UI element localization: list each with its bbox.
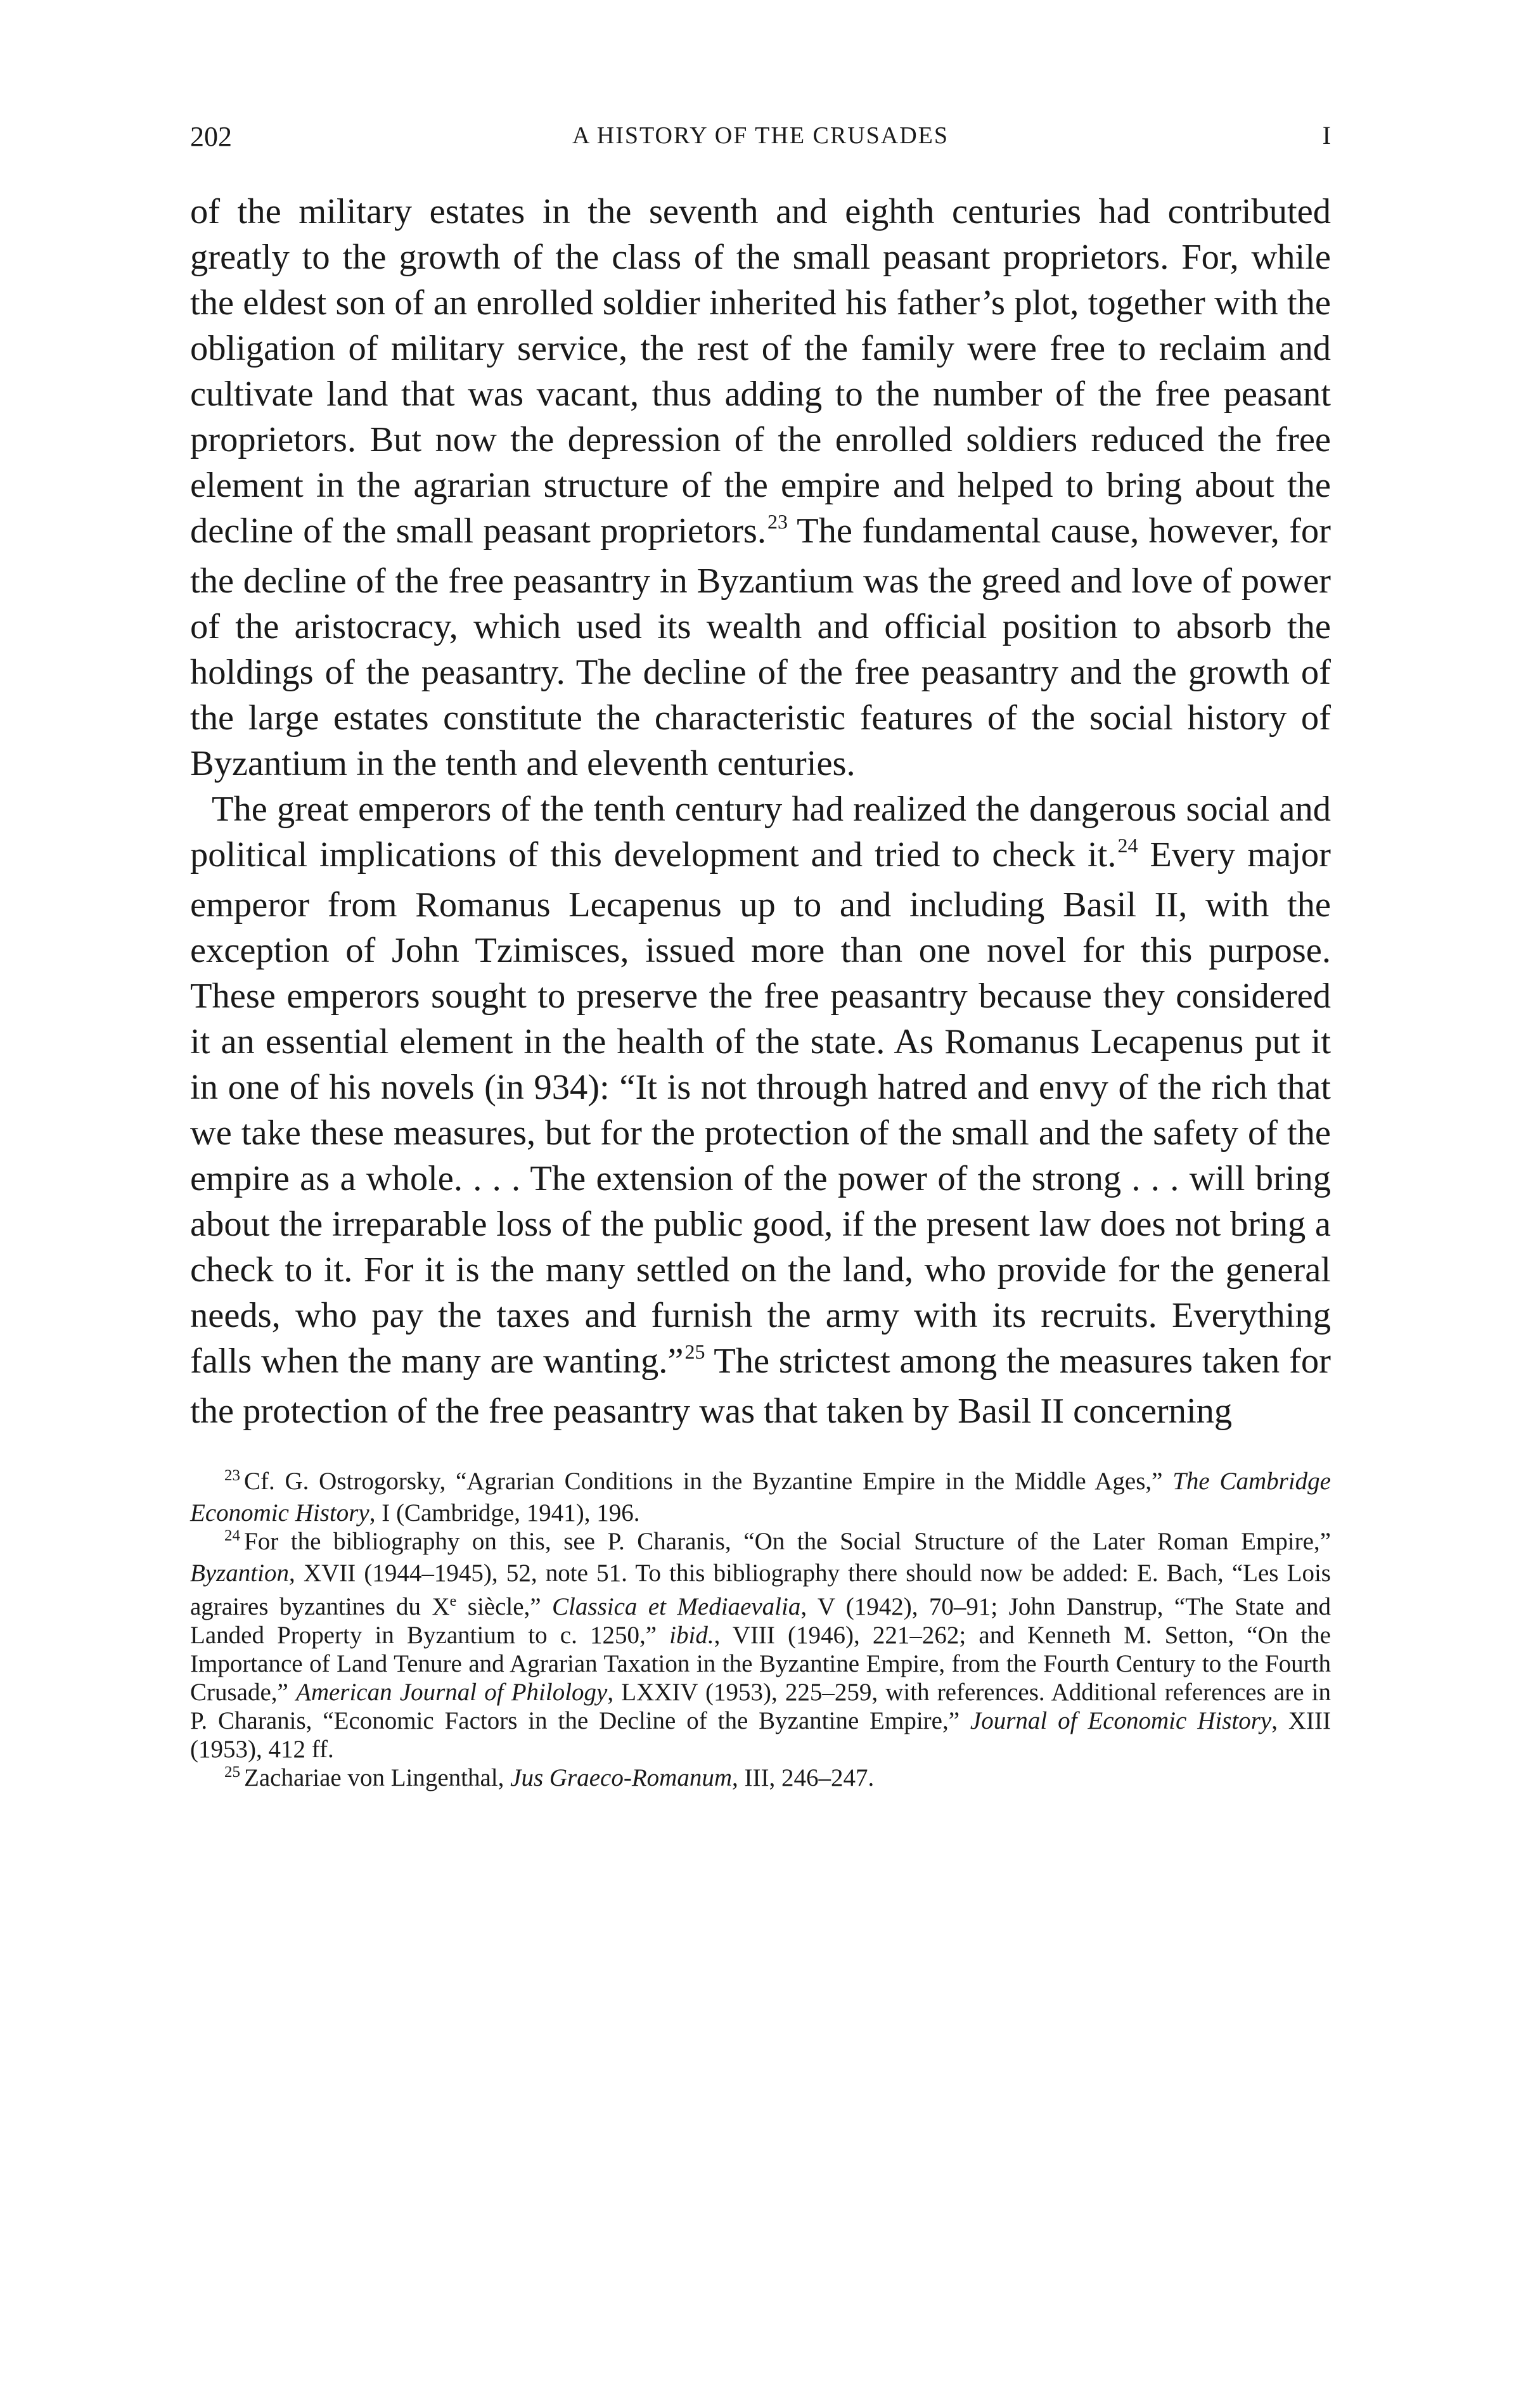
footnote-ref-23: 23 bbox=[767, 510, 788, 533]
footnote-text: , XIII (1953), 412 ff. bbox=[190, 1707, 1331, 1763]
footnote-24 bbox=[190, 1527, 1331, 1764]
footnote-text: Cf. G. Ostrogorsky, “Agrarian Conditions in the Byzantine Empire in the Middle Ages,” bbox=[244, 1468, 1173, 1495]
footnote-title: The Cambridge Economic History bbox=[190, 1468, 1331, 1527]
footnote-text: Zachariae von Lingenthal, bbox=[244, 1764, 511, 1791]
book-page bbox=[190, 114, 1331, 1795]
footnote-text: siècle,” bbox=[456, 1593, 553, 1620]
footnote-title: Jus Graeco-Romanum bbox=[510, 1764, 732, 1791]
footnote-title: Journal of Economic History bbox=[970, 1707, 1272, 1734]
running-head bbox=[190, 114, 1331, 165]
footnote-text: , III, 246–247. bbox=[732, 1764, 875, 1791]
paragraph-1-text-a: of the military estates in the seventh and eighth centuries had contributed greatly to the growth of the class of the small peasant proprietors. For, while the eldest son of an enrolled soldier inherited his father’s plot, together with the obligation of military service, the rest of the family were free to reclaim and cultivate land that was vacant, thus adding to the number of the free peasant proprietors. But now the depression of the enrolled soldiers reduced the free element in the agrarian structure of the empire and helped to bring about the decline of the small peasant proprietors. bbox=[190, 192, 1331, 551]
footnote-text: , LXXIV (1953), 225–259, with references. Additional references are in P. Charanis, “Economic Factors in the Decline of the Byzantine Empire,” bbox=[190, 1679, 1331, 1734]
page-number: 202 bbox=[190, 121, 232, 152]
paragraph-1-text-b: The fundamental cause, however, for the decline of the free peasantry in Byzantium was the greed and love of power of the aristocracy, which used its wealth and official position to absorb the holdings of the peasantry. The decline of the free peasantry and the growth of the large estates constitute the characteristic features of the social history of Byzantium in the tenth and eleventh centuries. bbox=[190, 511, 1331, 783]
paragraph-2-text-b: Every major emperor from Romanus Lecapenus up to and including Basil II, with the exception of John Tzimisces, issued more than one novel for this purpose. These emperors sought to preserve the free peasantry because they considered it an essential element in the health of the state. As Romanus Lecapenus put it in one of his novels (in 934): “It is not through hatred and envy of the rich that we take these measures, but for the protection of the small and the safety of the empire as a whole. . . . The extension of the power of the strong . . . will bring about the irreparable loss of the public good, if the present law does not bring a check to it. For it is the many settled on the land, who provide for the general needs, who pay the taxes and furnish the army with its recruits. Everything falls when the many are wanting.” bbox=[190, 835, 1331, 1381]
footnote-23 bbox=[190, 1467, 1331, 1527]
footnote-number: 23 bbox=[224, 1467, 240, 1484]
footnote-ref-24: 24 bbox=[1117, 834, 1138, 857]
footnote-title: Classica et Mediaevalia bbox=[552, 1593, 801, 1620]
body-text bbox=[190, 189, 1331, 1434]
superscript: e bbox=[449, 1593, 457, 1610]
footnote-number: 25 bbox=[224, 1764, 240, 1781]
footnote-text: , V (1942), 70–91; John Danstrup, “The State and Landed Property in Byzantium to c. 1250,” bbox=[190, 1593, 1332, 1649]
paragraph-2-text-c: The strictest among the measures taken for the protection of the free peasantry was that taken by Basil II concerning bbox=[190, 1342, 1331, 1431]
footnote-title: American Journal of Philology bbox=[296, 1679, 608, 1706]
paragraph-2 bbox=[190, 786, 1331, 1434]
footnote-text: For the bibliography on this, see P. Charanis, “On the Social Structure of the Later Roman Empire,” bbox=[244, 1528, 1331, 1555]
footnote-title: Byzantion bbox=[190, 1559, 289, 1587]
running-title: A HISTORY OF THE CRUSADES bbox=[572, 122, 949, 149]
footnote-number: 24 bbox=[224, 1527, 240, 1544]
footnote-ref-25: 25 bbox=[684, 1340, 705, 1363]
paragraph-2-text-a: The great emperors of the tenth century had realized the dangerous social and political implications of this development and tried to check it. bbox=[190, 790, 1331, 874]
footnotes bbox=[190, 1467, 1331, 1795]
footnote-text: , XVII (1944–1945), 52, note 51. To this bibliography there should now be added: E. Bach, “Les Lois agraires byzantines du X bbox=[190, 1559, 1331, 1620]
footnote-text: , VIII (1946), 221–262; and Kenneth M. Setton, “On the Importance of Land Tenure and Agrarian Taxation in the Byzantine Empire, from the Fourth Century to the Fourth Crusade,” bbox=[190, 1622, 1331, 1706]
footnote-title: ibid. bbox=[669, 1622, 714, 1649]
paragraph-1 bbox=[190, 189, 1331, 786]
footnote-text: , I (Cambridge, 1941), 196. bbox=[369, 1499, 640, 1527]
footnote-25 bbox=[190, 1764, 1331, 1795]
part-number: I bbox=[1322, 121, 1331, 150]
